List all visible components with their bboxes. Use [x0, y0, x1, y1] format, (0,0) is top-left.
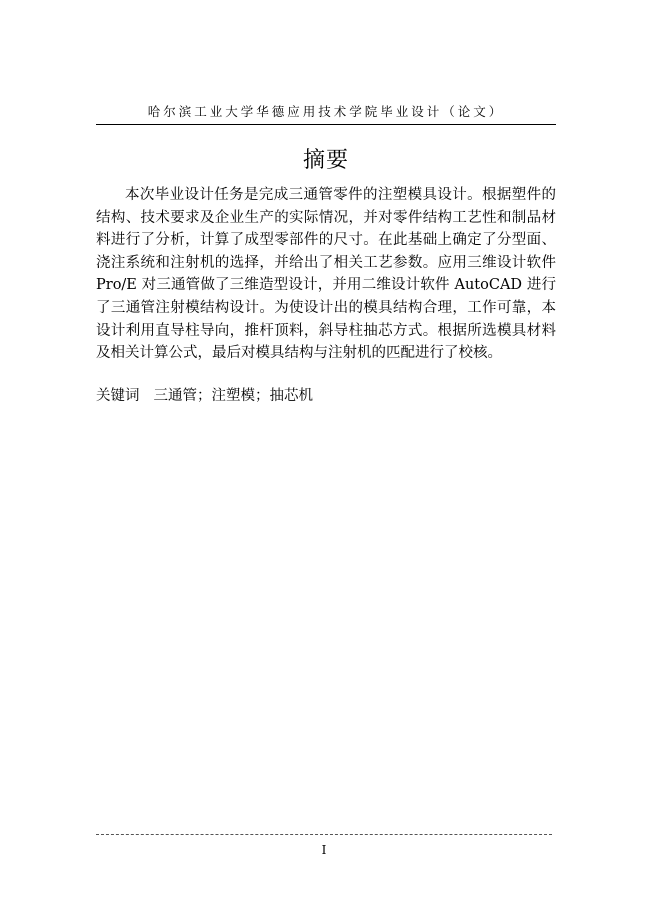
page-number: I — [321, 843, 327, 857]
abstract-title: 摘要 — [302, 148, 349, 173]
footer-rule — [96, 834, 552, 835]
keywords-values: 三通管；注塑模；抽芯机 — [153, 388, 313, 404]
keywords-line — [96, 386, 556, 406]
header-rule — [96, 124, 556, 125]
abstract-body: 本次毕业设计任务是完成三通管零件的注塑模具设计。根据塑件的结构、技术要求及企业生产的实际情况，并对零件结构工艺性和制品材料进行了分析，计算了成型零部件的尺寸。在此基础上确定了分型面、浇注系统和注射机的选择，并给出了相关工艺参数。应用三维设计软件 Pro/E 对三通管做了三维造型设计，并用二维设计软件 AutoCAD 进行了三通管注射模结构设计。为使设计出的模具结构合理，工作可靠，本设计利用直导柱导向，推杆顶料，斜导柱抽芯方式。根据所选模具材料及相关计算公式，最后对模具结构与注射机的匹配进行了校核。 — [96, 187, 556, 362]
keywords-label: 关键词 — [96, 388, 140, 404]
running-header: 哈尔滨工业大学华德应用技术学院毕业设计（论文） — [147, 104, 505, 119]
